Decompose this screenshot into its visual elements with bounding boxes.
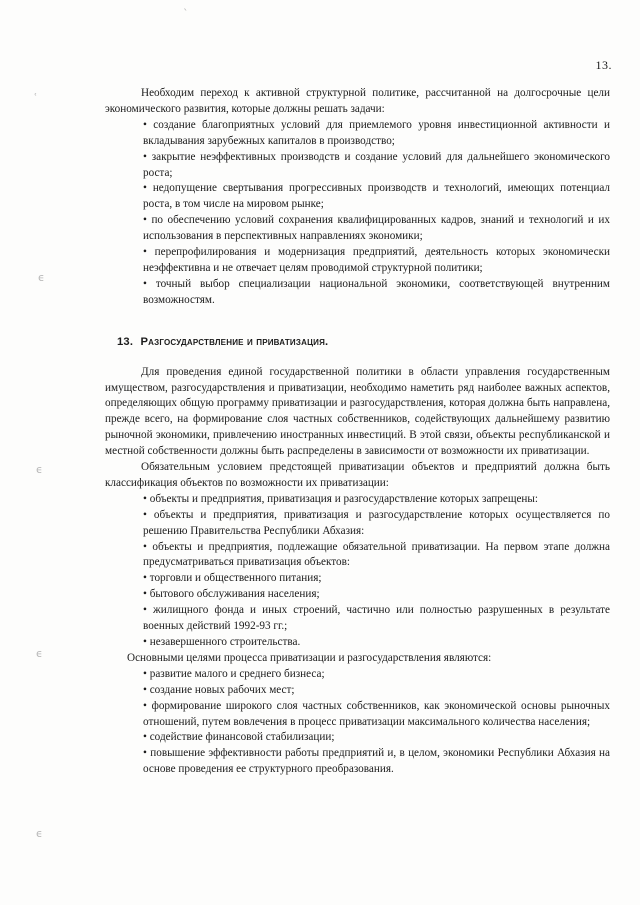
goals-title: Основными целями процесса приватизации и разгосударствления являются: [127, 651, 492, 664]
list-item: • объекты и предприятия, приватизация и разгосударствление которых запрещены: [143, 492, 610, 508]
list-item: • развитие малого и среднего бизнеса; [143, 667, 610, 683]
list-item: • точный выбор специализации национальной экономики, соответствующей внутренним возможностям. [143, 277, 610, 309]
list-item: • содействие финансовой стабилизации; [143, 730, 610, 746]
paragraph: Обязательным условием предстоящей приватизации объектов и предприятий должна быть классификация объектов по возможности их приватизации: [105, 461, 610, 489]
scan-speck: ϵ [36, 647, 43, 660]
list-item: • по обеспечению условий сохранения квалифицированных кадров, знаний и технологий и их использования в перспективных направлениях экономики; [143, 213, 610, 245]
scan-speck: ϵ [36, 827, 43, 840]
list-item: • недопущение свертывания прогрессивных производств и технологий, имеющих потенциал роста, в том числе на мировом рынке; [143, 181, 610, 213]
list-item: • бытового обслуживания населения; [143, 587, 610, 603]
scan-speck: ϵ [38, 271, 45, 284]
list-item: • создание новых рабочих мест; [143, 683, 610, 699]
list-item: • объекты и предприятия, подлежащие обязательной приватизации. На первом этапе должна предусматриваться приватизация объектов: [143, 540, 610, 572]
paragraph: Для проведения единой государственной политики в области управления государственным имуществом, разгосударствления и приватизации, необходимо наметить ряд наиболее важных аспектов, определяющих общую программу приватизации и разгосударствления, которая должна быть направлена, прежде всего, на формирование слоя частных собственников, содействующих дальнейшему развитию рыночной экономики, привлечению иностранных инвестиций. В этой связи, объекты республиканской и местной собственности должны быть распределены в зависимости от возможности их приватизации. [105, 365, 610, 458]
section-heading [117, 335, 610, 351]
list-item: • жилищного фонда и иных строений, частично или полностью разрушенных в результате военных действий 1992-93 гг.; [143, 603, 610, 635]
document-body [105, 86, 610, 778]
tasks-list [105, 118, 610, 309]
section-title: Разгосударствление и приватизация. [140, 335, 329, 348]
list-item: • формирование широкого слоя частных собственников, как экономической основы рыночных отношений, путем вовлечения в процесс приватизации максимального количества населения; [143, 699, 610, 731]
list-item: • объекты и предприятия, приватизация и разгосударствление которых осуществляется по решению Правительства Республики Абхазия: [143, 508, 610, 540]
scan-speck: ʿ [34, 91, 38, 104]
list-item: • создание благоприятных условий для приемлемого уровня инвестиционной активности и вкладывания зарубежных капиталов в производство; [143, 118, 610, 150]
scan-speck: ˋ [183, 7, 189, 20]
list-item: • торговли и общественного питания; [143, 571, 610, 587]
list-item: • перепрофилирования и модернизация предприятий, деятельность которых экономически неэффективна и не отвечает целям проводимой структурной политики; [143, 245, 610, 277]
scan-speck: ϵ [36, 463, 43, 476]
list-item: • незавершенного строительства. [143, 635, 610, 651]
intro-paragraph: Необходим переход к активной структурной политике, рассчитанной на долгосрочные цели экономического развития, которые должны решать задачи: [105, 87, 610, 115]
list-item: • повышение эффективности работы предприятий и, в целом, экономики Республики Абхазия на основе проведения ее структурного преобразования. [143, 746, 610, 778]
section-number: 13. [117, 335, 134, 348]
list-item: • закрытие неэффективных производств и создание условий для дальнейшего экономического роста; [143, 150, 610, 182]
goals-list [105, 667, 610, 778]
page-number: 13. [595, 58, 612, 72]
classification-list [105, 492, 610, 651]
